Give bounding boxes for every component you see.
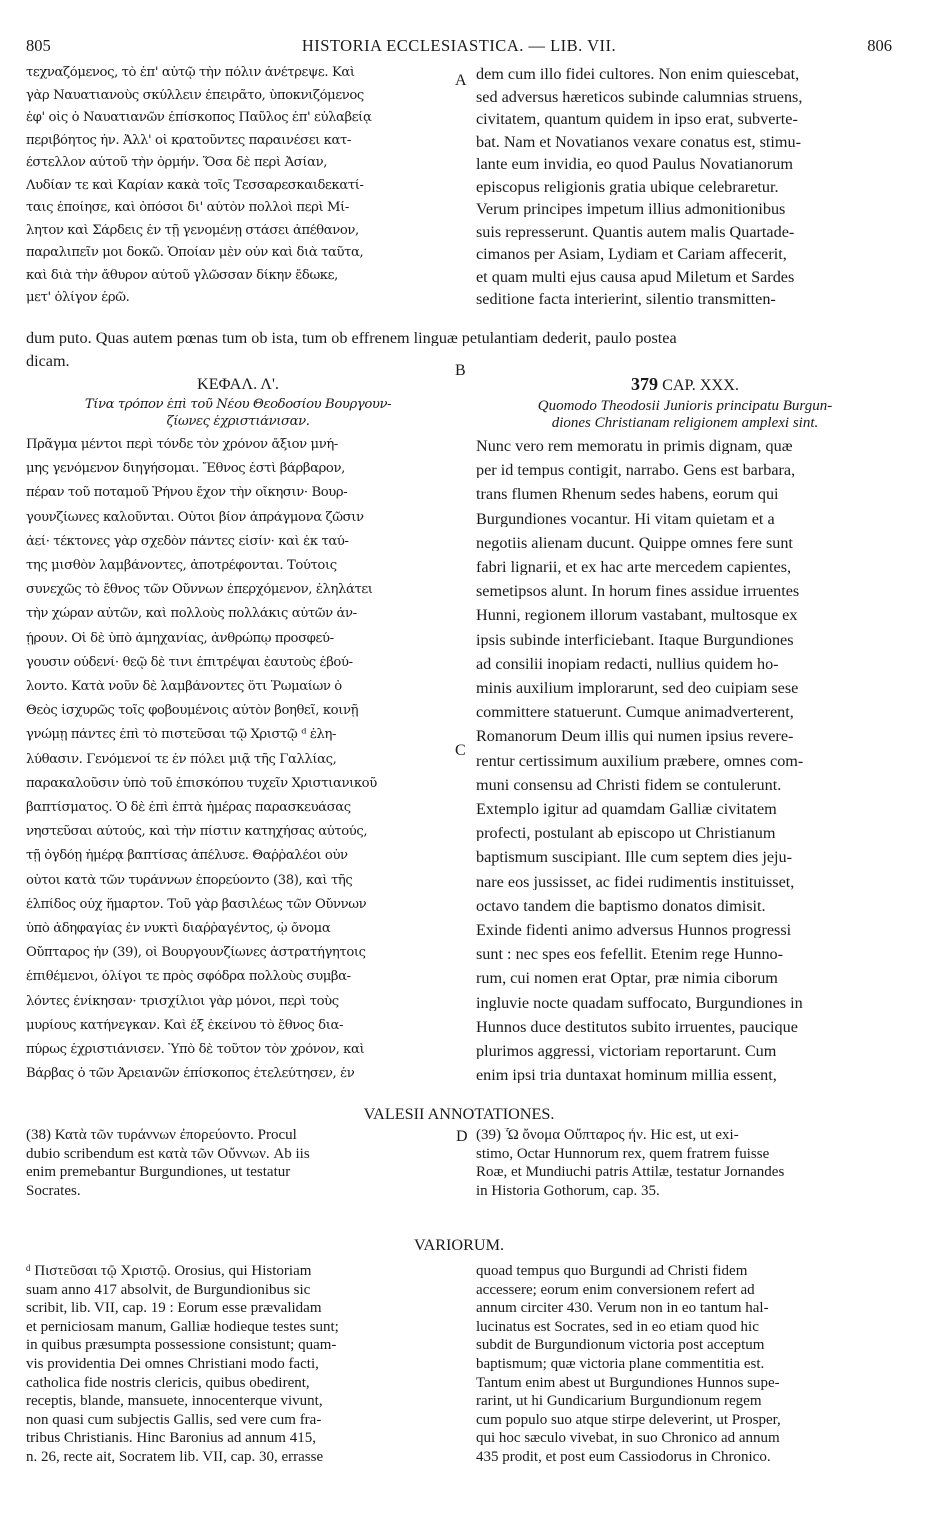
var-left-line: scribit, lib. VII, cap. 19 : Eorum esse prævalidam: [26, 1301, 322, 1317]
top-greek-line: Λυδίαν τε καὶ Καρίαν κακὰ τοῖς Τεσσαρεσκαιδεκατί-: [26, 178, 364, 192]
top-greek-line: λητον καὶ Σάρδεις ἐν τῇ γενομένῃ στάσει ἀπέθανον,: [26, 223, 359, 237]
greek-body-line: παρακαλοῦσιν ὑπὸ τοῦ ἐπισκόπου τυχεῖν Χριστιανικοῦ: [26, 776, 377, 790]
margin-letter-a: A: [455, 72, 467, 89]
annotations-heading: VALESII ANNOTATIONES.: [363, 1105, 555, 1123]
greek-body-line: νηστεῦσαι αὐτούς, καὶ τὴν πίστιν κατηχήσας αὐτούς,: [26, 825, 368, 839]
top-latin-line: suis represserunt. Quantis autem malis Quartade-: [476, 223, 795, 240]
greek-chapter-label: ΚΕΦΑΛ. Λ'.: [197, 375, 279, 393]
greek-body-line: γουνζίωνες καλοῦνται. Οὗτοι βίον ἀπράγμονα ζῶσιν: [26, 510, 364, 524]
top-latin-line: lante eum invidia, eo quod Paulus Novatianorum: [476, 156, 793, 173]
latin-body-line: Burgundiones vocantur. Hi vitam quietam et a: [476, 510, 775, 527]
latin-chapter-heading: [477, 375, 893, 393]
greek-body-line: λύθασιν. Γενόμενοί τε ἐν πόλει μιᾷ τῆς Γαλλίας,: [26, 752, 337, 766]
top-latin-line: Verum principes impetum illius admonitionibus: [476, 201, 786, 218]
latin-body-line: Hunnos duce destitutos subito irruentes, paucique: [476, 1018, 798, 1035]
annot-left-line: dubio scribendum est κατὰ τῶν Οὔννων. Ab iis: [26, 1146, 310, 1162]
annot-left-line: enim premebantur Burgundiones, ut testatur: [26, 1165, 291, 1180]
latin-body-line: ipsis subinde interficiebant. Itaque Burgundiones: [476, 631, 794, 648]
latin-title-line: Quomodo Theodosii Junioris principatu Burgun-: [537, 399, 833, 414]
var-right-line: baptismum; quæ victoria plane commentitia est.: [476, 1357, 765, 1372]
var-left-line: n. 26, recte ait, Socratem lib. VII, cap. 30, errasse: [26, 1450, 324, 1465]
top-latin-line: sed adversus hæreticos subinde calumnias struens,: [476, 88, 803, 105]
latin-body-line: ad consilii inopiam redacti, nullius quidem ho-: [476, 655, 779, 672]
latin-body-line: Nunc vero rem memoratu in primis dignam, quæ: [476, 438, 793, 455]
top-greek-line: γὰρ Ναυατιανοὺς σκύλλειν ἐπειρᾶτο, ὑποκνιζόμενος: [26, 88, 364, 102]
latin-body-line: octavo tandem die baptismo donatos dimisit.: [476, 897, 766, 914]
var-left-line: catholica fide nostris clericis, quibus obedirent,: [26, 1375, 310, 1391]
var-right-line: lucinatus est Socrates, sed in eo etiam quod hic: [476, 1319, 759, 1335]
latin-body-line: nare eos jussisset, ac fidei rudimentis instituisset,: [476, 873, 795, 890]
latin-body-line: Hunni, regionem illorum vastabant, multosque ex: [476, 607, 798, 624]
top-greek-line: περιβόητος ἦν. Ἀλλ' οἱ κρατοῦντες παραινέσει κατ-: [26, 133, 351, 147]
greek-body-line: οὗτοι κατὰ τῶν τυράννων ἐπορεύοντο (38), καὶ τῆς: [26, 873, 353, 887]
top-latin-line: episcopus religionis gratia ubique celebraretur.: [476, 178, 779, 195]
margin-letter-b: B: [455, 362, 466, 379]
top-latin-line: et quam multi ejus causa apud Miletum et Sardes: [476, 268, 795, 285]
var-left-line: ᵈ Πιστεῦσαι τῷ Χριστῷ. Orosius, qui Historiam: [26, 1264, 312, 1279]
greek-body-line: Οὔπταρος ἦν (39), οἱ Βουργουνζίωνες ἀστρατήγητοις: [26, 946, 366, 960]
latin-body-line: committere statuerunt. Cumque animadverterent,: [476, 704, 794, 721]
greek-title-line: ζίωνες ἐχριστιάνισαν.: [166, 415, 310, 429]
latin-title-line: diones Christianam religionem amplexi sint.: [551, 416, 819, 431]
greek-body-line: λοντο. Κατὰ νοῦν δὲ λαμβάνοντες ὅτι Ῥωμαίων ὁ: [26, 680, 342, 694]
latin-body-line: fabri lignarii, et ex hac arte mercedem capientes,: [476, 559, 792, 576]
var-right-line: 435 prodit, et post eum Cassiodorus in Chronico.: [476, 1450, 771, 1465]
latin-body-line: Extemplo igitur ad quamdam Galliæ civitatem: [476, 801, 777, 818]
top-greek-line: καὶ διὰ τὴν ἄθυρον αὐτοῦ γλῶσσαν δίκην ἔδωκε,: [26, 268, 338, 282]
greek-body-line: τὴν χώραν αὐτῶν, καὶ πολλοὺς πολλάκις αὐτῶν ἀν-: [26, 607, 357, 621]
greek-body-line: συνεχῶς τὸ ἔθνος τῶν Οὔννων ἐπερχόμενον, ἐληλάτει: [26, 583, 373, 597]
latin-body-line: sunt : nec spes eos fefellit. Etenim rege Hunno-: [476, 946, 784, 963]
latin-body-line: minis auxilium implorarunt, sed deo cuipiam sese: [476, 680, 799, 697]
greek-body-line: Θεὸς ἰσχυρῶς τοῖς φοβουμένοις αὐτὸν βοηθεῖ, κοινῇ: [26, 704, 359, 718]
var-right-line: qui hoc sæculo vivebat, in suo Chronico ad annum: [476, 1431, 780, 1447]
var-left-line: receptis, blande, mansuete, innocenterque vivunt,: [26, 1394, 323, 1410]
latin-body-line: per id tempus contigit, narrabo. Gens est barbara,: [476, 462, 796, 479]
var-left-line: tribus Christianis. Hinc Baronius ad annum 415,: [26, 1431, 316, 1447]
annot-left-line: (38) Κατὰ τῶν τυράννων ἐπορεύοντο. Procul: [26, 1128, 297, 1143]
top-latin-line: civitatem, quantum quidem in ipso erat, subverte-: [476, 111, 798, 128]
var-left-line: in quibus præsumpta possessione consistunt; quam-: [26, 1338, 337, 1354]
greek-body-line: τῇ ὀγδόῃ ἡμέρᾳ βαπτίσας ἀπέλυσε. Θαῤῥαλέοι οὖν: [26, 849, 348, 863]
margin-letter-d: D: [456, 1128, 468, 1145]
greek-body-line: ἐλπίδος οὐχ ἥμαρτον. Τοῦ γὰρ βασιλέως τῶν Οὔννων: [26, 897, 367, 911]
top-latin-line: dem cum illo fidei cultores. Non enim quiescebat,: [476, 66, 800, 83]
var-left-line: vis providentia Dei omnes Christiani modo facti,: [26, 1357, 319, 1372]
top-greek-line: παραλιπεῖν μοι δοκῶ. Ὁποίαν μὲν οὖν καὶ διὰ ταῦτα,: [26, 246, 364, 260]
greek-body-line: της μισθὸν λαμβάνοντες, ἀποτρέφονται. Τούτοις: [26, 559, 337, 573]
latin-body-line: Exinde fidenti animo adversus Hunnos progressi: [476, 922, 792, 939]
greek-title-line: Τίνα τρόπον ἐπὶ τοῦ Νέου Θεοδοσίου Βουργουν-: [84, 398, 392, 412]
annot-right-line: stimo, Octar Hunnorum rex, quem fratrem fuisse: [476, 1146, 770, 1162]
latin-body-line: Romanorum Deum illis qui numen ipsius revere-: [476, 728, 794, 745]
greek-body-line: λόντες ἐνίκησαν· τρισχίλιοι γὰρ μόνοι, περὶ τοὺς: [26, 994, 339, 1008]
top-greek-line: ἐφ' οἷς ὁ Ναυατιανῶν ἐπίσκοπος Παῦλος ἐπ' εὐλαβείᾳ: [26, 111, 372, 125]
latin-chapter-label: CAP. XXX.: [662, 376, 739, 394]
latin-chapter-number: 379: [631, 374, 659, 394]
latin-body-line: muni consensu ad Christi fidem se contulerunt.: [476, 776, 782, 793]
annot-right-line: in Historia Gothorum, cap. 35.: [476, 1183, 660, 1199]
latin-body-line: baptismum suscipiant. Ille cum septem dies jeju-: [476, 849, 793, 866]
var-right-line: cum populo suo atque stirpe deleverint, ut Prosper,: [476, 1412, 781, 1428]
margin-letter-c: C: [455, 742, 466, 759]
greek-body-line: πύρως ἐχριστιάνισεν. Ὑπὸ δὲ τοῦτον τὸν χρόνον, καὶ: [26, 1043, 365, 1057]
var-right-line: Tantum enim abest ut Burgundiones Hunnos supe-: [476, 1375, 780, 1391]
latin-body-line: plurimos aggressi, victoriam reportarunt. Cum: [476, 1043, 777, 1060]
var-right-line: rarint, ut hi Gundicarium Burgundionum regem: [476, 1394, 762, 1410]
latin-body-line: rum, cui nomen erat Optar, præ nimia ciborum: [476, 970, 778, 987]
greek-body-line: πέραν τοῦ ποταμοῦ Ῥήνου ἔχον τὴν οἴκησιν· Βουρ-: [26, 486, 348, 500]
latin-body-line: ingluvie nocte quadam suffocato, Burgundiones in: [476, 994, 803, 1011]
top-greek-line: ταις ἐποίησε, καὶ ὁπόσοι δι' αὐτὸν πολλοὶ περὶ Μί-: [26, 201, 349, 215]
top-greek-line: μετ' ὀλίγον ἐρῶ.: [26, 291, 130, 305]
var-right-line: accessere; eorum enim conversionem refert ad: [476, 1282, 755, 1298]
annot-right-line: Roæ, et Mundiuchi patris Attilæ, testatur Jornandes: [476, 1165, 785, 1180]
variorum-heading: VARIORUM.: [413, 1236, 505, 1254]
var-left-line: non quasi cum subjectis Gallis, sed vere cum fra-: [26, 1412, 322, 1428]
greek-body-line: γουσιν οὐδενί· θεῷ δὲ τινι ἐπιτρέψαι ἑαυτοὺς ἐβού-: [26, 655, 353, 669]
top-latin-line: bat. Nam et Novatianos vexare conatus est, stimu-: [476, 133, 802, 150]
page-header: [26, 36, 892, 58]
top-latin-line: seditione facta interierint, silentio transmitten-: [476, 291, 776, 308]
latin-body-line: enim ipsi tria duntaxat hominum millia essent,: [476, 1067, 777, 1084]
page-number-right: 806: [867, 36, 892, 55]
greek-body-line: μυρίους κατήνεγκαν. Καὶ ἐξ ἐκείνου τὸ ἔθνος δια-: [26, 1018, 344, 1032]
greek-body-line: βαπτίσματος. Ὁ δὲ ἐπὶ ἑπτὰ ἡμέρας παρασκευάσας: [26, 801, 351, 815]
greek-body-line: γνώμῃ πάντες ἐπὶ τὸ πιστεῦσαι τῷ Χριστῷ ᵈ ἐλη-: [26, 728, 337, 742]
annot-left-line: Socrates.: [26, 1183, 81, 1199]
running-title: HISTORIA ECCLESIASTICA. — LIB. VII.: [301, 36, 617, 55]
var-left-line: et perniciosam manum, Galliæ hodieque testes sunt;: [26, 1319, 339, 1335]
greek-body-line: ὑπὸ ἀδηφαγίας ἐν νυκτὶ διαῤῥαγέντος, ᾧ ὄνομα: [26, 922, 331, 936]
var-right-line: annum circiter 430. Verum non in eo tantum hal-: [476, 1301, 769, 1317]
greek-body-line: ἐπιθέμενοι, ὀλίγοι τε πρὸς σφόδρα πολλοὺς συμβα-: [26, 970, 351, 984]
greek-body-line: ῄρουν. Οἱ δὲ ὑπὸ ἀμηχανίας, ἀνθρώπῳ προσφεύ-: [26, 631, 334, 645]
latin-body-line: rentur certissimum auxilium præbere, omnes com-: [476, 752, 804, 769]
top-greek-line: τεχναζόμενος, τὸ ἐπ' αὐτῷ τὴν πόλιν ἀνέτρεψε. Καὶ: [26, 66, 355, 80]
top-latin-line: cimanos per Asiam, Lydiam et Cariam affecerit,: [476, 246, 787, 263]
full-lines-line: dum puto. Quas autem pœnas tum ob ista, tum ob effrenem linguæ petulantiam dederit, paulo postea: [26, 330, 677, 347]
var-right-line: subdit de Burgundionum victoria post acceptum: [476, 1338, 765, 1354]
var-right-line: quoad tempus quo Burgundi ad Christi fidem: [476, 1264, 748, 1279]
latin-body-line: profecti, postulant ab episcopo ut Christianum: [476, 825, 776, 842]
latin-body-line: trans flumen Rhenum sedes habens, eorum qui: [476, 486, 779, 503]
full-lines-line: dicam.: [26, 352, 70, 369]
greek-body-line: ἀεί· τέκτονες γὰρ σχεδὸν πάντες εἰσίν· καὶ ἐκ ταύ-: [26, 534, 349, 548]
latin-body-line: negotiis alienam ducunt. Quippe omnes fere sunt: [476, 534, 793, 551]
page-number-left: 805: [26, 36, 51, 55]
annot-right-line: (39) Ὧ ὄνομα Οὔπταρος ἦν. Hic est, ut exi-: [476, 1128, 739, 1143]
var-left-line: suam anno 417 absolvit, de Burgundionibus sic: [26, 1282, 311, 1298]
greek-body-line: μης γενόμενον διηγήσομαι. Ἔθνος ἐστὶ βάρβαρον,: [26, 462, 345, 476]
top-greek-line: έστελλον αὐτοῦ τὴν ὁρμήν. Ὅσα δὲ περὶ Ἀσίαν,: [26, 156, 328, 170]
greek-body-line: Βάρβας ὁ τῶν Ἀρειανῶν ἐπίσκοπος ἐτελεύτησεν, ἐν: [26, 1067, 355, 1081]
greek-body-line: Πρᾶγμα μέντοι περὶ τόνδε τὸν χρόνον ἄξιον μνή-: [26, 438, 338, 452]
latin-body-line: semetipsos alunt. In horum fines assidue irruentes: [476, 583, 800, 600]
